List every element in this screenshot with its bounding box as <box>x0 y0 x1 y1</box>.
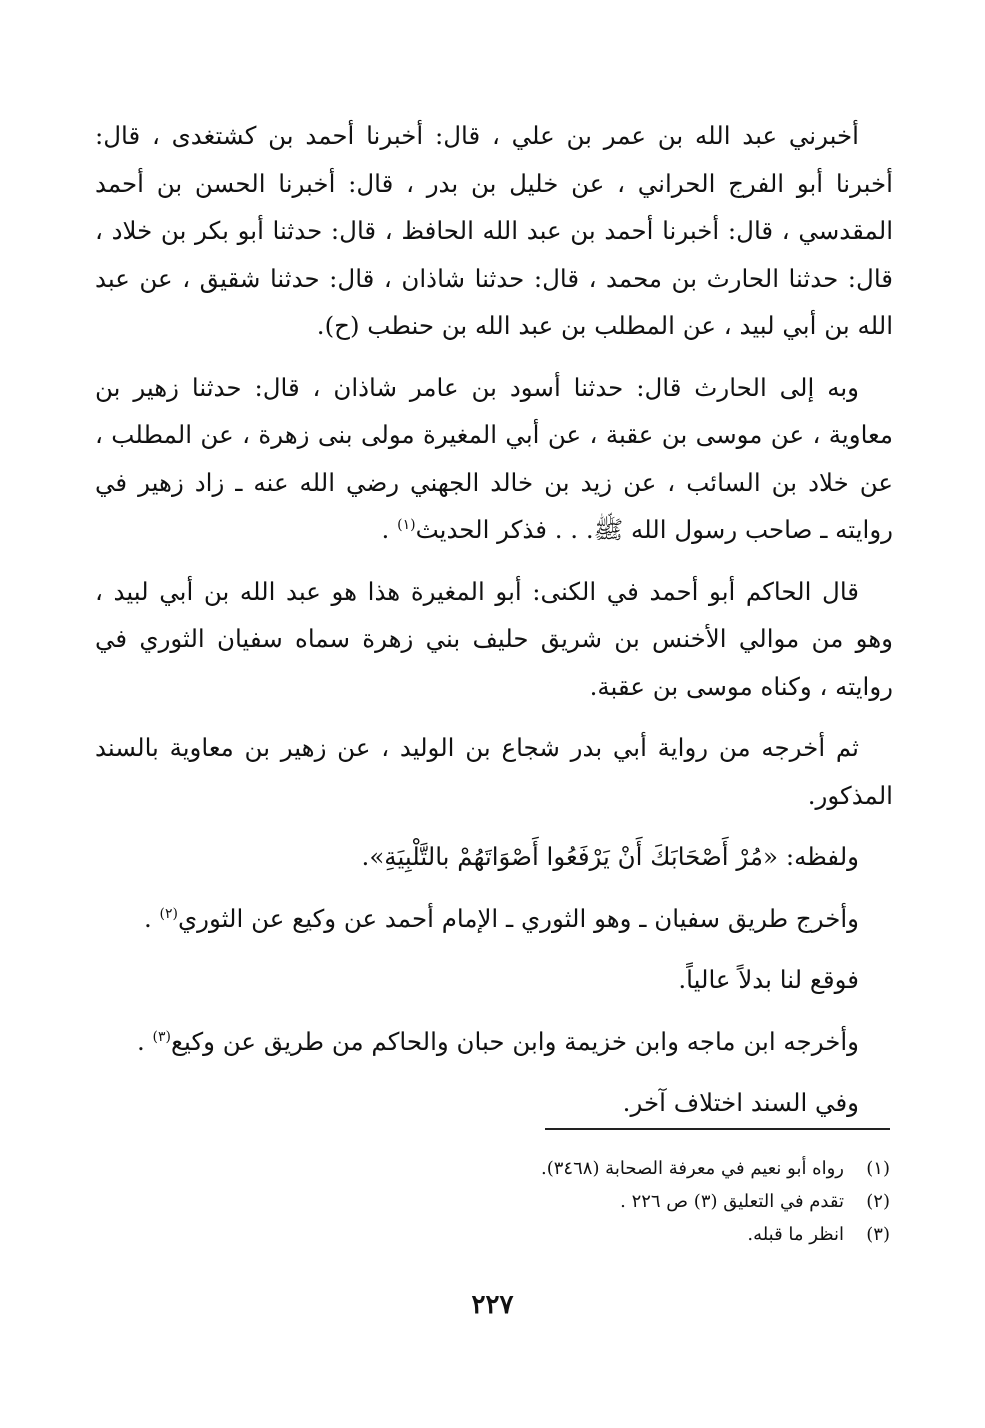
paragraph-hakim: قال الحاكم أبو أحمد في الكنى: أبو المغيرة هذا هو عبد الله بن أبي لبيد ، وهو من موالي الأخنس بن شريق حليف بني زهرة سماه سفيان الثوري في روايته ، وكناه موسى بن عقبة. <box>95 576 893 701</box>
paragraph-isnad-1: أخبرني عبد الله بن عمر بن علي ، قال: أخبرنا أحمد بن كشتغدى ، قال: أخبرنا أبو الفرج الحراني ، عن خليل بن بدر ، قال: أخبرنا الحسن بن أحمد المقدسي ، قال: أخبرنا أحمد بن عبد الله الحافظ ، قال: حدثنا أبو بكر بن خلاد ، قال: حدثنا الحارث بن محمد ، قال: حدثنا شاذان ، قال: حدثنا شقيق ، عن عبد الله بن أبي لبيد ، عن المطلب بن عبد الله بن حنطب (ح). <box>95 121 893 340</box>
paragraph-lafz: ولفظه: «مُرْ أَصْحَابَكَ أَنْ يَرْفَعُوا أَصْوَاتَهُمْ بالتَّلْبِيَةِ». <box>361 842 859 871</box>
paragraph-text: وأخرجه ابن ماجه وابن خزيمة وابن حبان والحاكم من طريق عن وكيع <box>171 1026 859 1056</box>
footnote-number: (٣) <box>866 1224 890 1245</box>
main-text <box>95 112 893 1141</box>
footnote-text: رواه أبو نعيم في معرفة الصحابة (٣٤٦٨). <box>541 1158 844 1179</box>
footnote-ref-3: (٣) <box>152 1028 172 1045</box>
footnote-2 <box>95 1185 890 1218</box>
footnote-text: تقدم في التعليق (٣) ص ٢٢٦ . <box>620 1191 844 1212</box>
footnote-ref-2: (٢) <box>159 905 178 922</box>
page-number: ٢٢٧ <box>471 1290 514 1320</box>
paragraph-ibn-majah <box>95 1018 893 1066</box>
period: . <box>381 515 398 544</box>
footnote-text: انظر ما قبله. <box>747 1224 844 1245</box>
footnote-number: (١) <box>866 1158 890 1179</box>
footnote-number: (٢) <box>866 1191 890 1212</box>
footnotes <box>95 1152 890 1251</box>
footnote-divider <box>545 1128 890 1130</box>
period: . <box>136 1026 153 1056</box>
paragraph-badal: فوقع لنا بدلاً عالياً. <box>678 965 859 994</box>
footnote-ref-1: (١) <box>397 516 416 533</box>
paragraph-text: وأخرج طريق سفيان ـ وهو الثوري ـ الإمام أحمد عن وكيع عن الثوري <box>177 903 859 933</box>
footnote-1 <box>95 1152 890 1185</box>
period: . <box>143 903 160 933</box>
paragraph-text: وبه إلى الحارث قال: حدثنا أسود بن عامر شاذان ، قال: حدثنا زهير بن معاوية ، عن موسى بن عقبة ، عن أبي المغيرة مولى بنى زهرة ، عن المطلب ، عن خلاد بن السائب ، عن زيد بن خالد الجهني رضي الله عنه ـ زاد زهير في روايته ـ صاحب رسول الله ﷺ. . . فذكر الحديث <box>95 372 893 544</box>
paragraph-ikhtilaf: وفي السند اختلاف آخر. <box>622 1088 859 1117</box>
paragraph-sufyan <box>95 895 893 943</box>
footnote-3 <box>95 1218 890 1251</box>
paragraph-isnad-2 <box>95 364 893 554</box>
paragraph-takhrij: ثم أخرجه من رواية أبي بدر شجاع بن الوليد ، عن زهير بن معاوية بالسند المذكور. <box>95 733 893 810</box>
